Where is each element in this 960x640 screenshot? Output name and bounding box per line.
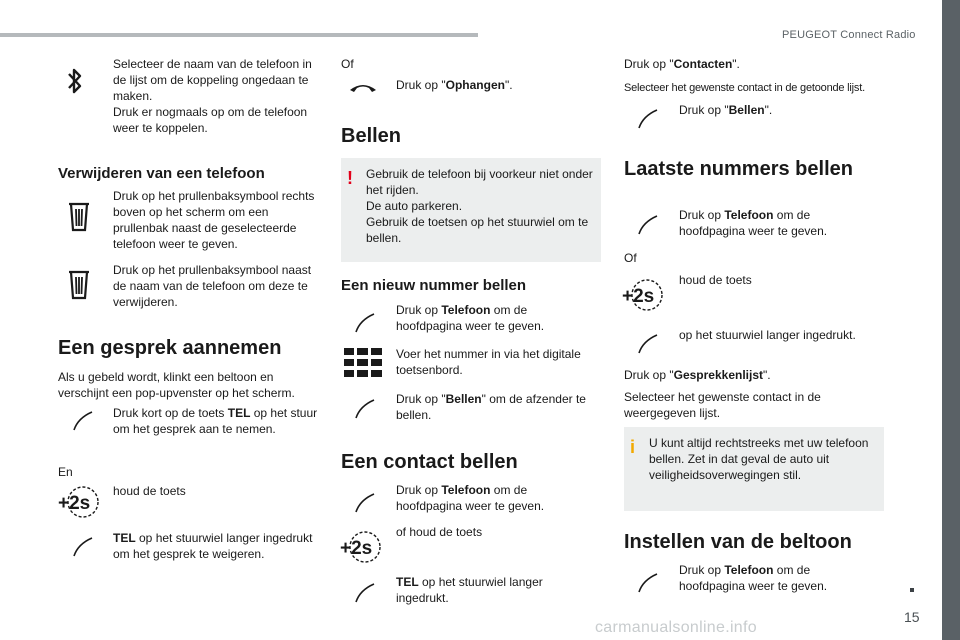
- page-number: 15: [904, 609, 920, 625]
- two-seconds-icon: [620, 278, 664, 312]
- recent-numbers-heading: Laatste nummers bellen: [624, 158, 853, 180]
- svg-text:+2s: +2s: [340, 538, 373, 559]
- warning-text: Gebruik de telefoon bij voorkeur niet onder het rijden. De auto parkeren. Gebruik de toetsen op het stuurwiel om te bellen.: [366, 167, 593, 245]
- contact-call-heading: Een contact bellen: [341, 451, 518, 473]
- call-sender-instruction: Druk op "Bellen" om de afzender te bellen.: [396, 392, 586, 422]
- select-shown-text: Selecteer het gewenste contact in de weergegeven lijst.: [624, 390, 821, 420]
- finger-press-icon: [354, 582, 376, 604]
- finger-press-icon: [354, 492, 376, 514]
- finger-press-icon: [354, 312, 376, 334]
- keypad-icon: [344, 348, 382, 378]
- header-rule: [0, 33, 478, 37]
- finger-press-icon: [637, 214, 659, 236]
- or-label: Of: [624, 251, 637, 265]
- bluetooth-instruction: Selecteer de naam van de telefoon in de lijst om de koppeling ongedaan te maken. Druk er nogmaals op om de telefoon weer te koppelen.: [113, 57, 312, 135]
- press-tel-instruction: Druk kort op de toets TEL op het stuur om het gesprek aan te nemen.: [113, 406, 318, 436]
- finger-press-icon: [72, 410, 94, 432]
- hold-key-text: of houd de toets: [396, 525, 483, 539]
- reject-call-instruction: TEL op het stuurwiel langer ingedrukt om het gesprek te weigeren.: [113, 531, 313, 561]
- finger-press-icon: [72, 536, 94, 558]
- side-tab: [942, 0, 960, 640]
- warning-note: [341, 158, 601, 262]
- hold-key-text: houd de toets: [679, 273, 752, 287]
- finger-press-icon: [637, 108, 659, 130]
- trash-instruction-2: Druk op het prullenbaksymbool naast de naam van de telefoon om deze te verwijderen.: [113, 263, 312, 309]
- trash-icon: [66, 200, 92, 234]
- warning-icon: !: [347, 168, 353, 188]
- finger-press-icon: [637, 572, 659, 594]
- hang-up-icon: [348, 80, 378, 94]
- answer-intro: Als u gebeld wordt, klinkt een beltoon en verschijnt een pop-upvenster op het scherm.: [58, 370, 295, 400]
- call-instruction: Druk op "Bellen".: [679, 103, 773, 117]
- header-title: PEUGEOT Connect Radio: [782, 29, 916, 41]
- select-contact-text: Selecteer het gewenste contact in de getoonde lijst.: [624, 82, 865, 94]
- tel-hold-instruction: TEL op het stuurwiel langer ingedrukt.: [396, 575, 543, 605]
- phone-instruction-2: Druk op Telefoon om de hoofdpagina weer te geven.: [396, 483, 545, 513]
- contacts-instruction: Druk op "Contacten".: [624, 57, 740, 71]
- answer-call-heading: Een gesprek aannemen: [58, 337, 282, 359]
- page-marker: [910, 588, 914, 592]
- watermark: carmanualsonline.info: [595, 619, 757, 636]
- wheel-hold-text: op het stuurwiel langer ingedrukt.: [679, 328, 856, 342]
- info-note: [624, 427, 884, 511]
- call-log-instruction: Druk op "Gesprekkenlijst".: [624, 368, 771, 382]
- hang-up-instruction: Druk op "Ophangen".: [396, 78, 513, 92]
- remove-phone-heading: Verwijderen van een telefoon: [58, 165, 265, 182]
- svg-text:+2s: +2s: [58, 493, 91, 514]
- new-number-heading: Een nieuw nummer bellen: [341, 277, 527, 294]
- keypad-instruction: Voer het nummer in via het digitale toetsenbord.: [396, 347, 581, 377]
- two-seconds-icon: [338, 530, 382, 564]
- phone-instruction-3: Druk op Telefoon om de hoofdpagina weer te geven.: [679, 208, 828, 238]
- trash-instruction-1: Druk op het prullenbaksymbool rechts boven op het scherm om een prullenbak naast de geselecteerde telefoon weer te geven.: [113, 189, 315, 251]
- and-label: En: [58, 465, 73, 479]
- call-heading: Bellen: [341, 125, 402, 147]
- or-label: Of: [341, 57, 354, 71]
- bluetooth-icon: [66, 66, 84, 96]
- info-text: U kunt altijd rechtstreeks met uw telefoon bellen. Zet in dat geval de auto uit veiligheidsoverwegingen stil.: [649, 436, 869, 482]
- finger-press-icon: [637, 333, 659, 355]
- svg-text:+2s: +2s: [622, 286, 655, 307]
- trash-icon: [66, 268, 92, 302]
- info-icon: i: [630, 437, 636, 457]
- ringtone-heading: Instellen van de beltoon: [624, 531, 852, 553]
- finger-press-icon: [354, 398, 376, 420]
- hold-key-text: houd de toets: [113, 484, 186, 498]
- phone-instruction-4: Druk op Telefoon om de hoofdpagina weer te geven.: [679, 563, 828, 593]
- phone-instruction: Druk op Telefoon om de hoofdpagina weer te geven.: [396, 303, 545, 333]
- two-seconds-icon: [56, 485, 100, 519]
